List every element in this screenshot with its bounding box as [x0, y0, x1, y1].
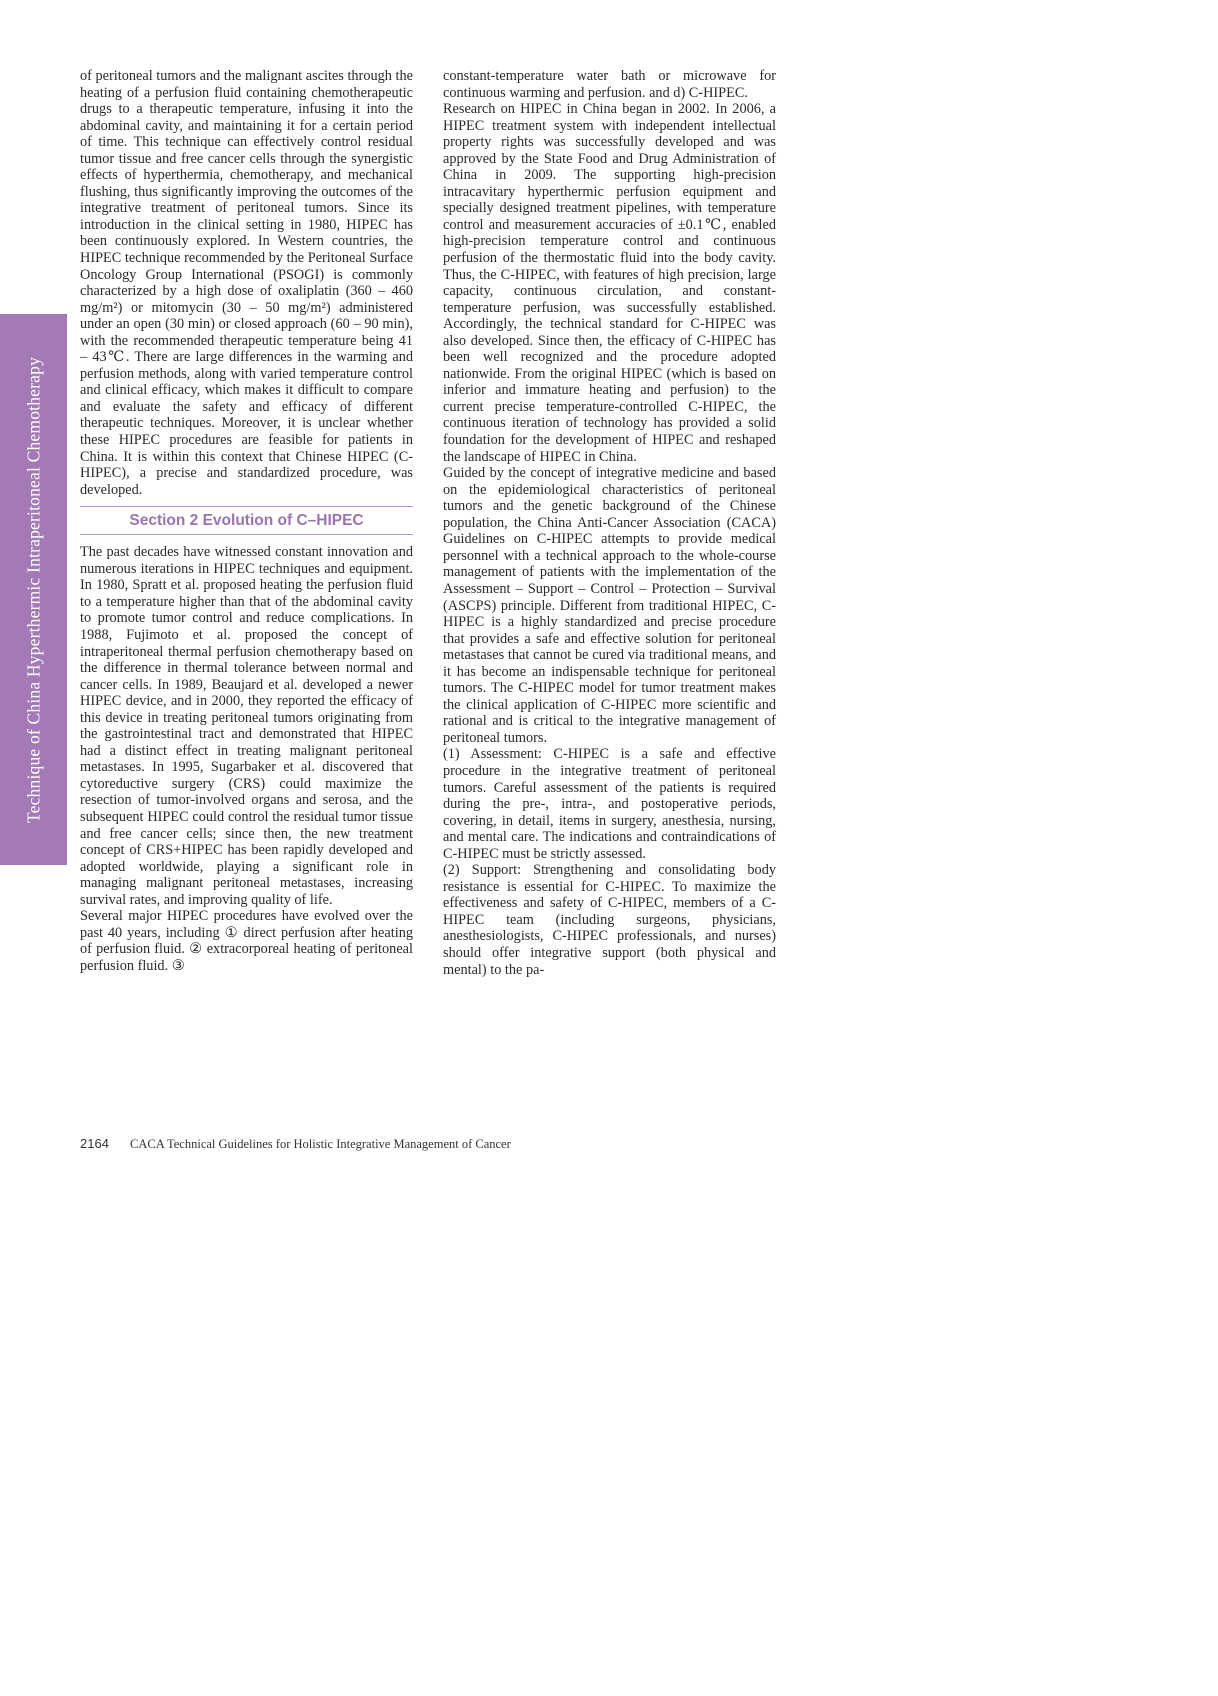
section-heading: Section 2 Evolution of C–HIPEC [80, 506, 413, 535]
left-column [80, 68, 413, 974]
paragraph-support: (2) Support: Strengthening and consolidating body resistance is essential for C-HIPEC. To maximize the effectiveness and safety of C-HIPEC, members of a C-HIPEC team (including surgeons, physicians, anesthesiologists, C-HIPEC professionals, and nurses) should offer integrative support (both physical and mental) to the pa- [443, 862, 776, 978]
side-tab-title: Technique of China Hyperthermic Intraperitoneal Chemotherapy [23, 356, 43, 823]
paragraph-research: Research on HIPEC in China began in 2002. In 2006, a HIPEC treatment system with independent intellectual property rights was successfully developed and was approved by the State Food and Drug Administration of China in 2009. The supporting high-precision intracavitary hyperthermic perfusion equipment and specially designed treatment pipelines, with temperature control and measurement accuracies of ±0.1℃, enabled high-precision temperature control and continuous perfusion of the thermostatic fluid into the body cavity. Thus, the C-HIPEC, with features of high precision, large capacity, continuous circulation, and constant-temperature perfusion, was successfully established. Accordingly, the technical standard for C-HIPEC was also developed. Since then, the efficacy of C-HIPEC has been well recognized and the procedure adopted nationwide. From the original HIPEC (which is based on inferior and immature heating and perfusion) to the current precise temperature-controlled C-HIPEC, the continuous iteration of technology has provided a solid foundation for the development of HIPEC and reshaped the landscape of HIPEC in China. [443, 101, 776, 465]
paragraph-guided: Guided by the concept of integrative medicine and based on the epidemiological characteristics of peritoneal tumors and the genetic background of the Chinese population, the China Anti-Cancer Association (CACA) Guidelines on C-HIPEC attempts to provide medical personnel with a technical approach to the whole-course management of patients with the implementation of the Assessment – Support – Control – Protection – Survival (ASCPS) principle. Different from traditional HIPEC, C-HIPEC is a highly standardized and precise procedure that provides a safe and effective solution for peritoneal metastases that cannot be cured via traditional means, and it has become an indispensable technique for peritoneal tumors. The C-HIPEC model for tumor treatment makes the clinical application of C-HIPEC more scientific and rational and is critical to the integrative management of peritoneal tumors. [443, 465, 776, 746]
paragraph-procedures: Several major HIPEC procedures have evolved over the past 40 years, including ① direct perfusion after heating of perfusion fluid. ② extracorporeal heating of peritoneal perfusion fluid. ③ [80, 908, 413, 974]
page-number: 2164 [80, 1136, 109, 1151]
journal-title: CACA Technical Guidelines for Holistic Integrative Management of Cancer [130, 1137, 511, 1151]
paragraph-assessment: (1) Assessment: C-HIPEC is a safe and effective procedure in the integrative treatment of peritoneal tumors. Careful assessment of the patients is required during the pre-, intra-, and postoperative periods, covering, in detail, items in surgery, anesthesia, nursing, and mental care. The indications and contraindications of C-HIPEC must be strictly assessed. [443, 746, 776, 862]
paragraph-intro: of peritoneal tumors and the malignant ascites through the heating of a perfusion fluid containing chemotherapeutic drugs to a therapeutic temperature, infusing it into the abdominal cavity, and maintaining it for a certain period of time. This technique can effectively control residual tumor tissue and free cancer cells through the synergistic effects of hyperthermia, chemotherapy, and mechanical flushing, thus significantly improving the outcomes of the integrative treatment of peritoneal tumors. Since its introduction in the clinical setting in 1980, HIPEC has been continuously explored. In Western countries, the HIPEC technique recommended by the Peritoneal Surface Oncology Group International (PSOGI) is commonly characterized by a high dose of oxaliplatin (360 – 460 mg/m²) or mitomycin (30 – 50 mg/m²) administered under an open (30 min) or closed approach (60 – 90 min), with the recommended therapeutic temperature being 41 – 43℃. There are large differences in the warming and perfusion methods, along with varied temperature control and clinical efficacy, which makes it difficult to compare and evaluate the safety and efficacy of different therapeutic techniques. Moreover, it is unclear whether these HIPEC procedures are feasible for patients in China. It is within this context that Chinese HIPEC (C-HIPEC), a precise and standardized procedure, was developed. [80, 68, 413, 498]
side-section-tab [0, 314, 67, 865]
right-column [443, 68, 776, 978]
paragraph-evolution: The past decades have witnessed constant innovation and numerous iterations in HIPEC techniques and equipment. In 1980, Spratt et al. proposed heating the perfusion fluid to a temperature higher than that of the abdominal cavity to promote tumor control and reduce complications. In 1988, Fujimoto et al. proposed the concept of intraperitoneal thermal perfusion chemotherapy based on the difference in thermal tolerance between normal and cancer cells. In 1989, Beaujard et al. developed a newer HIPEC device, and in 2000, they reported the efficacy of this device in treating peritoneal tumors originating from the gastrointestinal tract and demonstrated that HIPEC had a distinct effect in treating malignant peritoneal metastases. In 1995, Sugarbaker et al. discovered that cytoreductive surgery (CRS) could maximize the resection of tumor-involved organs and serosa, and the subsequent HIPEC could control the residual tumor tissue and free cancer cells; since then, the new treatment concept of CRS+HIPEC has been rapidly developed and adopted worldwide, playing a significant role in managing malignant peritoneal metastases, increasing survival rates, and improving quality of life. [80, 544, 413, 908]
paragraph-continuation: constant-temperature water bath or microwave for continuous warming and perfusion. and d) C-HIPEC. [443, 68, 776, 101]
page-footer [80, 1136, 511, 1152]
